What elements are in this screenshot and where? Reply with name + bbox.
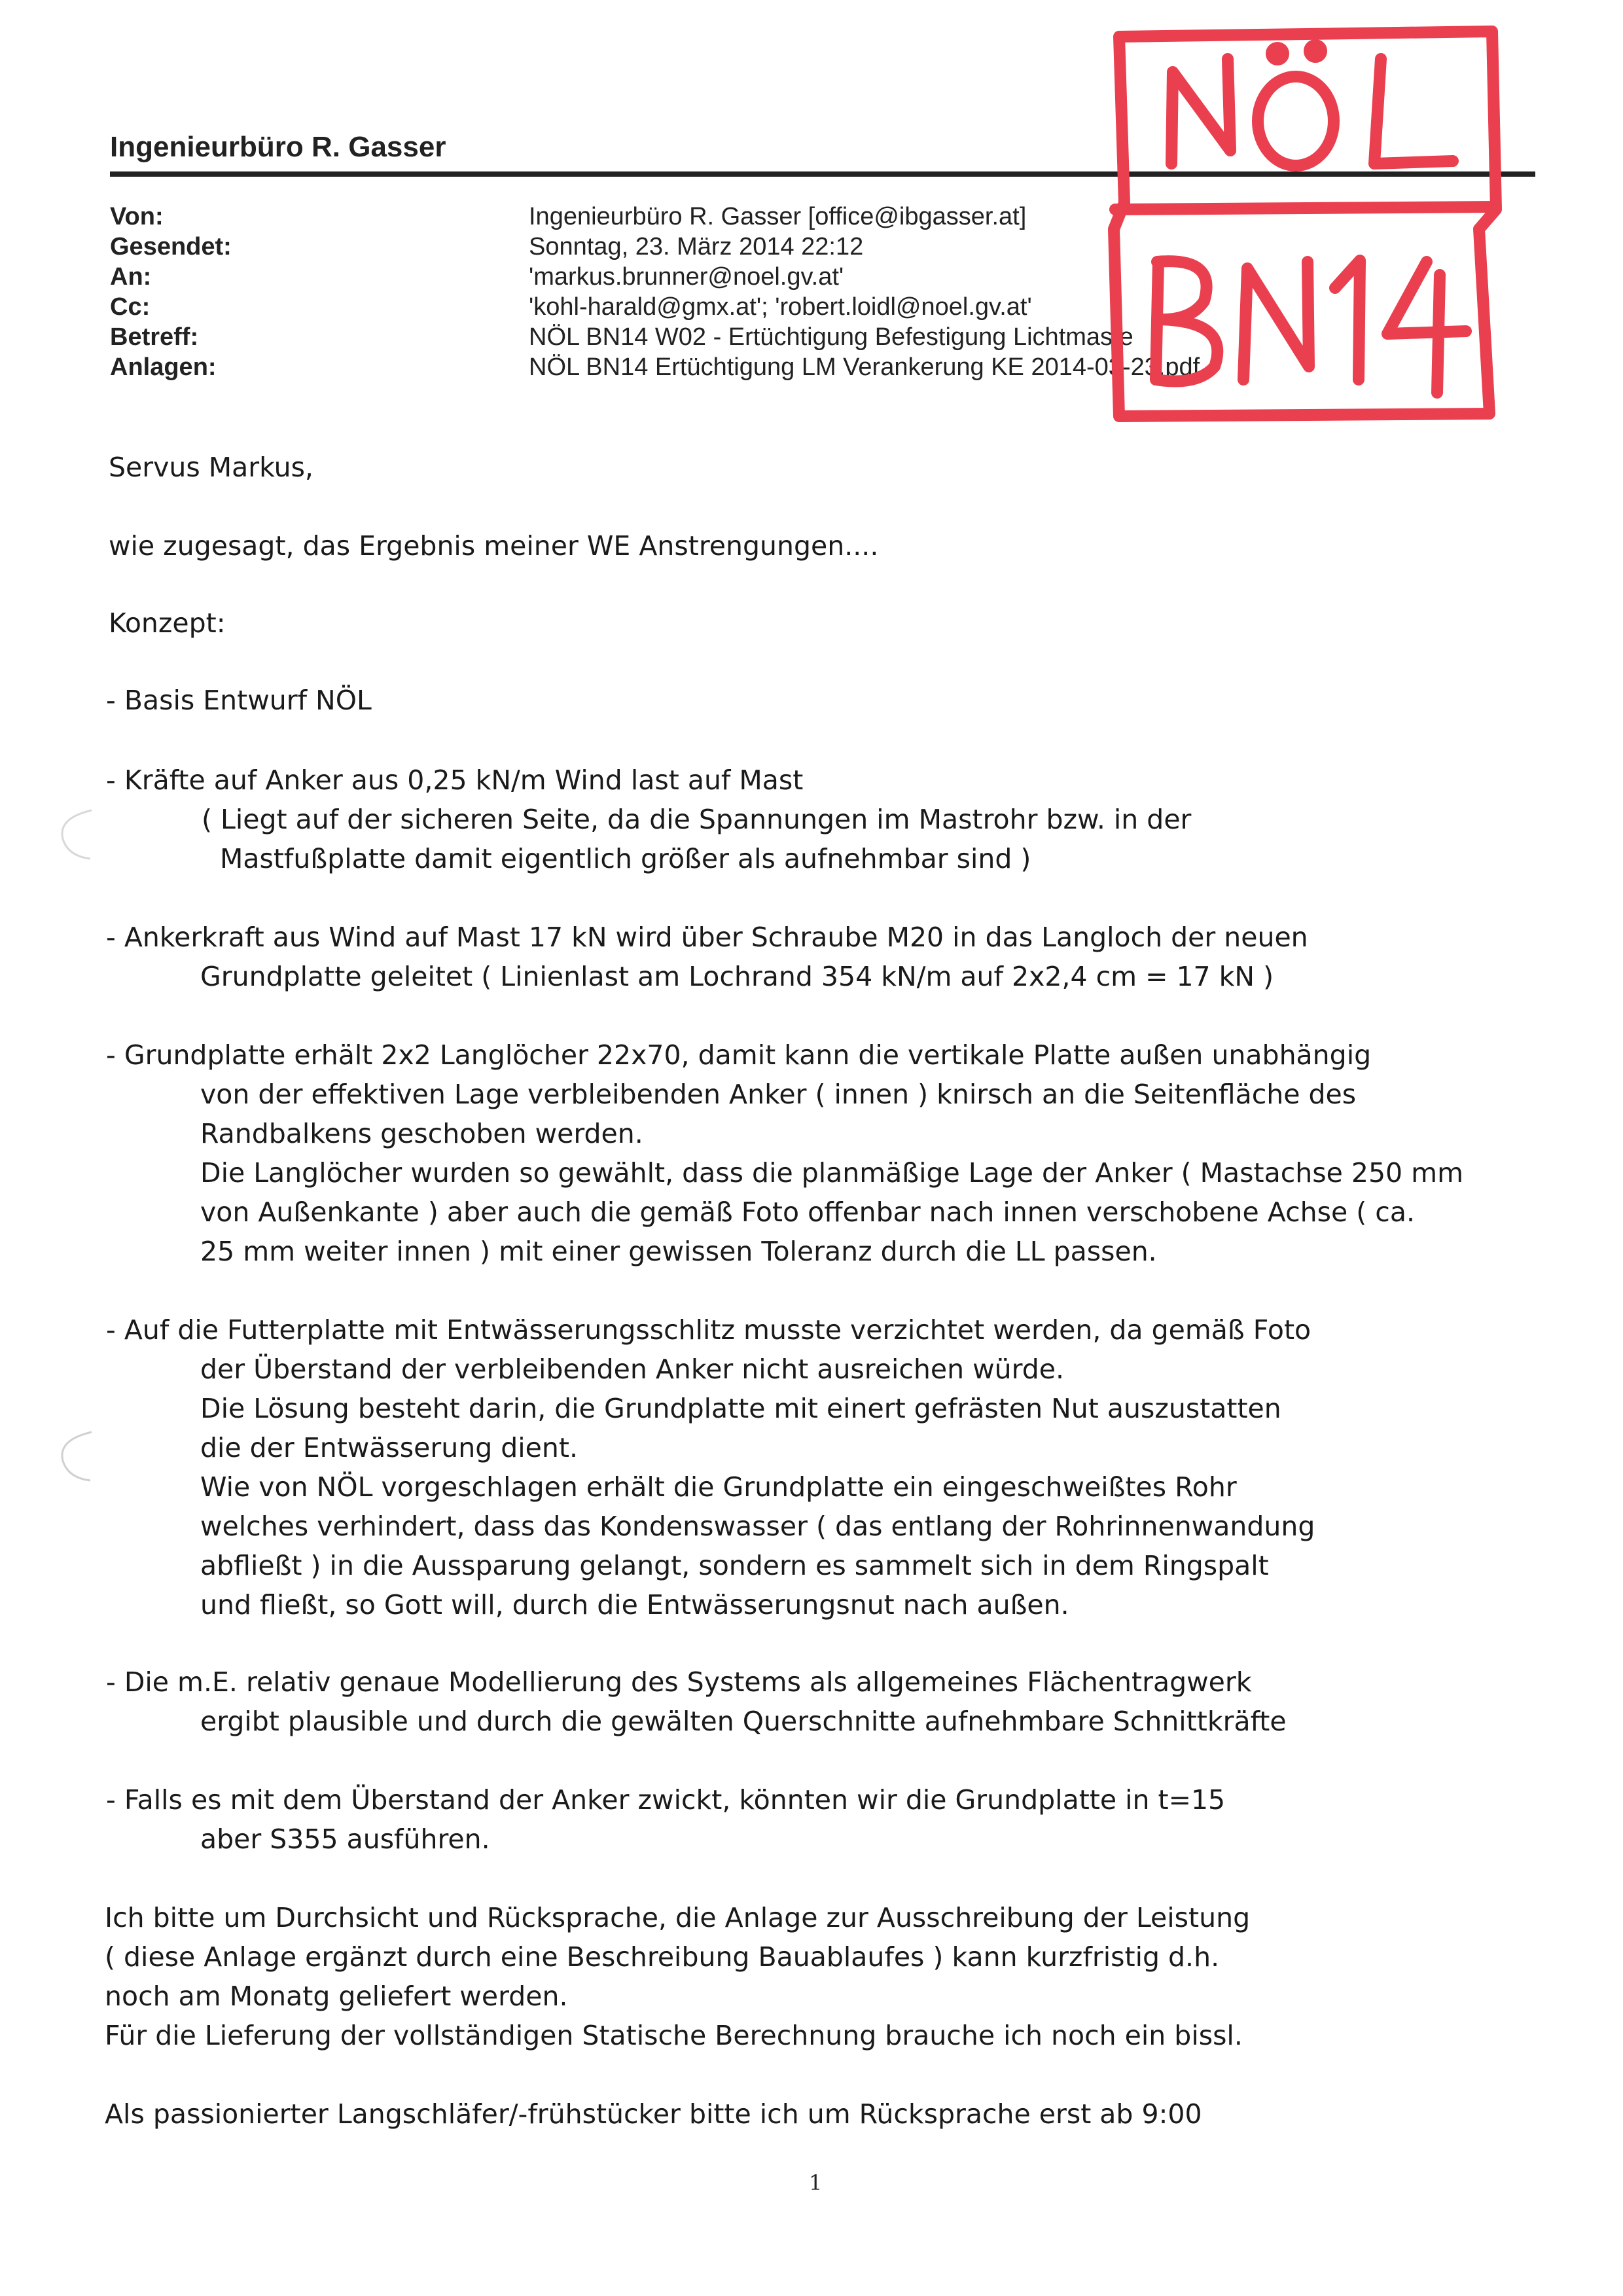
to-label: An: xyxy=(110,263,152,291)
stamp-umlaut-dot xyxy=(1310,45,1321,57)
from-label: Von: xyxy=(110,203,164,230)
body-line: - Die m.E. relativ genaue Modellierung des Systems als allgemeines Flächentragwerk xyxy=(106,1666,1252,1698)
body-line: Die Lösung besteht darin, die Grundplatte mit einert gefrästen Nut auszustatten xyxy=(200,1393,1281,1424)
sent-value: Sonntag, 23. März 2014 22:12 xyxy=(529,233,864,260)
body-line: - Falls es mit dem Überstand der Anker zwickt, könnten wir die Grundplatte in t=15 xyxy=(106,1784,1226,1816)
attachments-label: Anlagen: xyxy=(110,353,217,381)
body-line: Konzept: xyxy=(109,607,226,639)
stamp-letter-o xyxy=(1258,77,1334,166)
body-line: Randbalkens geschoben werden. xyxy=(200,1118,643,1149)
body-line: ergibt plausible und durch die gewälten Querschnitte aufnehmbare Schnittkräfte xyxy=(200,1706,1287,1737)
body-line: ( Liegt auf der sicheren Seite, da die Spannungen im Mastrohr bzw. in der xyxy=(202,804,1192,835)
cc-label: Cc: xyxy=(110,293,151,321)
body-line: Mastfußplatte damit eigentlich größer als aufnehmbar sind ) xyxy=(220,843,1031,874)
body-line: Für die Lieferung der vollständigen Statische Berechnung brauche ich noch ein bissl. xyxy=(105,2020,1243,2051)
greeting: Servus Markus, xyxy=(109,452,313,483)
handwritten-stamp xyxy=(1099,13,1505,432)
page-number: 1 xyxy=(809,2170,823,2195)
stamp-digit-4 xyxy=(1387,262,1466,393)
body-line: Ich bitte um Durchsicht und Rücksprache, die Anlage zur Ausschreibung der Leistung xyxy=(105,1902,1251,1933)
cc-value: 'kohl-harald@gmx.at'; 'robert.loidl@noel.gv.at' xyxy=(529,293,1032,321)
subject-label: Betreff: xyxy=(110,323,199,351)
body-line: der Überstand der verbleibenden Anker nicht ausreichen würde. xyxy=(200,1354,1065,1385)
sender-title: Ingenieurbüro R. Gasser xyxy=(110,131,446,163)
stamp-umlaut-dot xyxy=(1272,48,1283,60)
sent-label: Gesendet: xyxy=(110,233,232,260)
stamp-letter-l xyxy=(1374,59,1453,164)
punch-hole-mark xyxy=(51,1427,103,1486)
from-value: Ingenieurbüro R. Gasser [office@ibgasser.at] xyxy=(529,203,1027,230)
body-line: - Basis Entwurf NÖL xyxy=(106,685,372,716)
body-line: die der Entwässerung dient. xyxy=(200,1432,579,1463)
body-line: - Kräfte auf Anker aus 0,25 kN/m Wind last auf Mast xyxy=(106,764,804,796)
body-line: Wie von NÖL vorgeschlagen erhält die Grundplatte ein eingeschweißtes Rohr xyxy=(200,1471,1237,1503)
stamp-letter-n2 xyxy=(1243,262,1309,380)
body-line: - Auf die Futterplatte mit Entwässerungsschlitz musste verzichtet werden, da gemäß Foto xyxy=(106,1314,1311,1346)
body-line: noch am Monatg geliefert werden. xyxy=(105,1981,568,2012)
body-line: und fließt, so Gott will, durch die Entwässerungsnut nach außen. xyxy=(200,1589,1069,1621)
body-line: aber S355 ausführen. xyxy=(200,1823,490,1855)
body-line: wie zugesagt, das Ergebnis meiner WE Anstrengungen.... xyxy=(109,530,879,562)
body-line: von der effektiven Lage verbleibenden Anker ( innen ) knirsch an die Seitenfläche des xyxy=(200,1079,1357,1110)
body-line: 25 mm weiter innen ) mit einer gewissen Toleranz durch die LL passen. xyxy=(200,1236,1157,1267)
punch-hole-mark xyxy=(51,805,103,864)
body-line: Grundplatte geleitet ( Linienlast am Lochrand 354 kN/m auf 2x2,4 cm = 17 kN ) xyxy=(200,961,1274,992)
to-value: 'markus.brunner@noel.gv.at' xyxy=(529,263,844,291)
body-line: welches verhindert, dass das Kondenswasser ( das entlang der Rohrinnenwandung xyxy=(200,1511,1315,1542)
stamp-divider xyxy=(1115,207,1495,209)
body-line: Als passionierter Langschläfer/-frühstücker bitte ich um Rücksprache erst ab 9:00 xyxy=(105,2098,1202,2130)
stamp-letter-n xyxy=(1171,59,1230,164)
body-line: ( diese Anlage ergänzt durch eine Beschreibung Bauablaufes ) kann kurzfristig d.h. xyxy=(105,1941,1220,1973)
stamp-letter-b xyxy=(1156,261,1217,381)
body-line: abfließt ) in die Aussparung gelangt, sondern es sammelt sich in dem Ringspalt xyxy=(200,1550,1269,1581)
body-line: Die Langlöcher wurden so gewählt, dass die planmäßige Lage der Anker ( Mastachse 250 mm xyxy=(200,1157,1464,1189)
subject-value: NÖL BN14 W02 - Ertüchtigung Befestigung Lichtmaste xyxy=(529,323,1133,351)
body-line: - Ankerkraft aus Wind auf Mast 17 kN wird über Schraube M20 in das Langloch der neuen xyxy=(106,922,1308,953)
stamp-digit-1 xyxy=(1335,260,1360,380)
attachments-value: NÖL BN14 Ertüchtigung LM Verankerung KE 2014-03-23.pdf xyxy=(529,353,1200,381)
body-line: von Außenkante ) aber auch die gemäß Foto offenbar nach innen verschobene Achse ( ca. xyxy=(200,1196,1415,1228)
body-line: - Grundplatte erhält 2x2 Langlöcher 22x70, damit kann die vertikale Platte außen unabhängig xyxy=(106,1039,1372,1071)
